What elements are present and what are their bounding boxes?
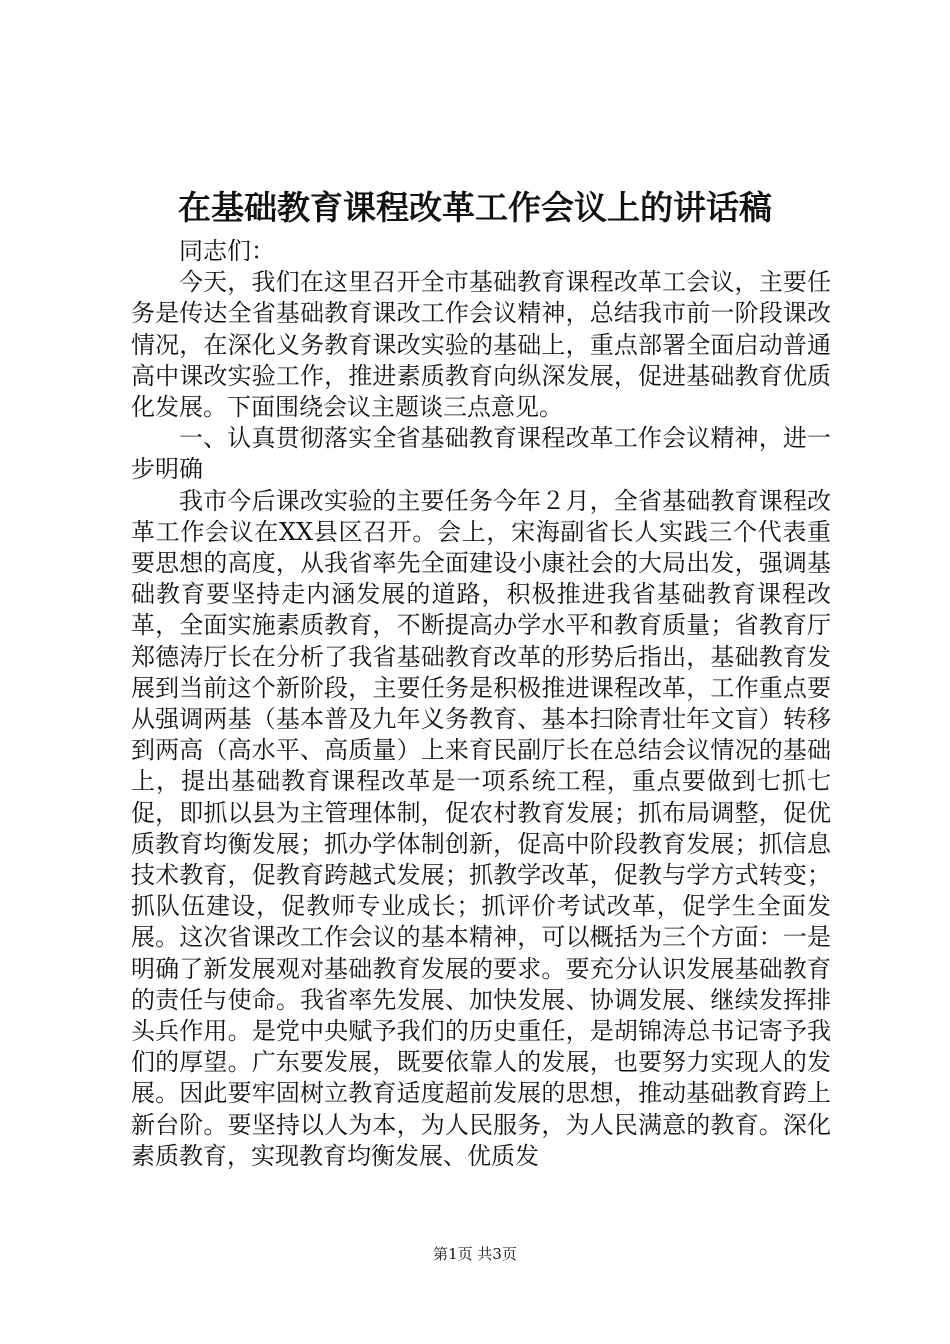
section-heading-one: 一、认真贯彻落实全省基础教育课程改革工作会议精神，进一步明确	[131, 424, 831, 484]
page-number-footer: 第1页 共3页	[433, 1245, 517, 1263]
paragraph-intro: 今天，我们在这里召开全市基础教育课程改革工会议，主要任务是传达全省基础教育课改工作会议精神，总结我市前一阶段课改情况，在深化义务教育课改实验的基础上，重点部署全面启动普通高中课改实验工作，推进素质教育向纵深发展，促进基础教育优质化发展。下面围绕会议主题谈三点意见。	[131, 268, 831, 422]
document-title: 在基础教育课程改革工作会议上的讲话稿	[178, 188, 772, 227]
paragraph-main: 我市今后课改实验的主要任务今年２月，全省基础教育课程改革工作会议在XX县区召开。会上，宋海副省长人实践三个代表重要思想的高度，从我省率先全面建设小康社会的大局出发，强调基础教育要坚持走内涵发展的道路，积极推进我省基础教育课程改革，全面实施素质教育，不断提高办学水平和教育质量；省教育厅郑德涛厅长在分析了我省基础教育改革的形势后指出，基础教育发展到当前这个新阶段，主要任务是积极推进课程改革，工作重点要从强调两基（基本普及九年义务教育、基本扫除青壮年文盲）转移到两高（高水平、高质量）上来育民副厅长在总结会议情况的基础上，提出基础教育课程改革是一项系统工程，重点要做到七抓七促，即抓以县为主管理体制，促农村教育发展；抓布局调整，促优质教育均衡发展；抓办学体制创新，促高中阶段教育发展；抓信息技术教育，促教育跨越式发展；抓教学改革，促教与学方式转变；抓队伍建设，促教师专业成长；抓评价考试改革，促学生全面发展。这次省课改工作会议的基本精神，可以概括为三个方面：一是明确了新发展观对基础教育发展的要求。要充分认识发展基础教育的责任与使命。我省率先发展、加快发展、协调发展、继续发挥排头兵作用。是党中央赋予我们的历史重任，是胡锦涛总书记寄予我们的厚望。广东要发展，既要依靠人的发展，也要努力实现人的发展。因此要牢固树立教育适度超前发展的思想，推动基础教育跨上新台阶。要坚持以人为本，为人民服务，为人民满意的教育。深化素质教育，实现教育均衡发展、优质发	[131, 486, 831, 1170]
document-body	[131, 236, 831, 1172]
salutation: 同志们：	[179, 237, 275, 265]
